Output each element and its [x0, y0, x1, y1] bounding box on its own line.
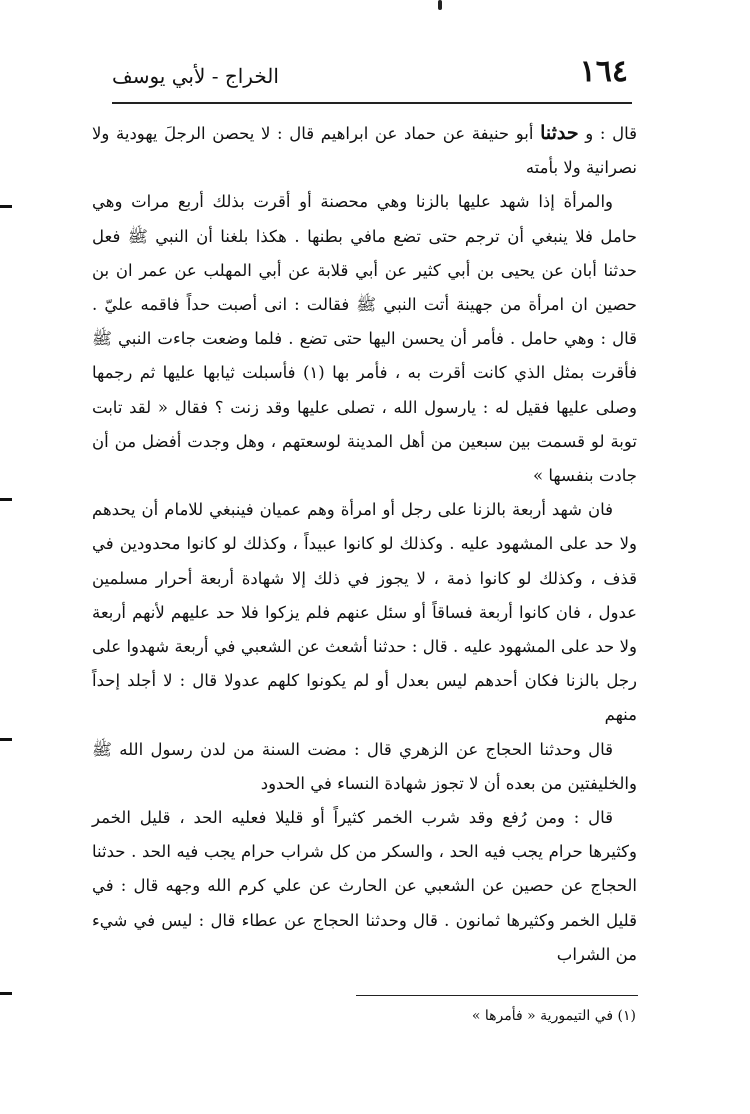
margin-mark	[0, 205, 12, 208]
paragraph-1-rest: أبو حنيفة عن حماد عن ابراهيم قال : لا يحصن الرجلَ يهودية ولا نصرانية ولا بأمته	[92, 124, 637, 178]
margin-mark	[0, 992, 12, 995]
paragraph-3: فان شهد أربعة بالزنا على رجل أو امرأة وهم عميان فينبغي للامام أن يحدهم ولا حد على المشهود عليه . وكذلك لو كانوا عبيداً ، وكذلك لو كانوا محدودين في قذف ، وكذلك لو كانوا ذمة ، لا يجوز في ذلك إلا شهادة أربعة أحرار مسلمين عدول ، فان كانوا أربعة فساقاً أو سئل عنهم فلم يزكوا فلا حد عليهم لأنهم أربعة ولا حد على المشهود عليه . قال : حدثنا أشعث عن الشعبي في أربعة شهدوا على رجل بالزنا فكان أحدهم ليس بعدل أو لم يكونوا كلهم عدولا قال : لا أجلد إحداً منهم	[92, 500, 637, 725]
running-title: الخراج - لأبي يوسف	[112, 64, 279, 88]
page-number: ١٦٤	[579, 54, 628, 89]
paragraph-1-lead: قال : و	[578, 124, 637, 143]
main-text	[92, 116, 637, 972]
page-header	[112, 54, 628, 102]
paragraph-4: قال وحدثنا الحجاج عن الزهري قال : مضت السنة من لدن رسول الله ﷺ والخليفتين من بعده أن لا تجوز شهادة النساء في الحدود	[92, 739, 637, 793]
paragraph-2: والمرأة إذا شهد عليها بالزنا وهي محصنة أو أقرت بذلك أربع مرات وهي حامل فلا ينبغي أن ترجم حتى تضع مافي بطنها . هكذا بلغنا أن النبي ﷺ فعل حدثنا أبان عن يحيى بن أبي كثير عن أبي قلابة عن أبي المهلب عن عمر ان بن حصين ان امرأة من جهينة أتت النبي ﷺ فقالت : انى أصبت حداً فاقمه عليّ . قال : وهي حامل . فأمر أن يحسن اليها حتى تضع . فلما وضعت جاءت النبي ﷺ فأقرت بمثل الذي كانت أقرت به ، فأمر بها (١) فأسبلت ثيابها عليها ثم رجمها وصلى عليها فقيل له : يارسول الله ، تصلى عليها وقد زنت ؟ فقال « لقد تابت توبة لو قسمت بين سبعين من أهل المدينة لوسعتهم ، وهل وجدت أفضل من أن جادت بنفسها »	[92, 192, 637, 486]
margin-mark	[0, 738, 12, 741]
hadith-bold-word: حدثنا	[540, 122, 579, 144]
footnote: (١) في التيمورية « فأمرها »	[471, 1008, 636, 1024]
footnote-rule	[356, 995, 638, 996]
margin-mark	[0, 498, 12, 501]
header-rule	[112, 102, 632, 104]
paragraph-5: قال : ومن رُفع وقد شرب الخمر كثيراً أو قليلا فعليه الحد ، قليل الخمر وكثيرها حرام يجب فيه الحد ، والسكر من كل شراب حرام يجب فيه الحد . حدثنا الحجاج عن حصين عن الشعبي عن الحارث عن علي كرم الله وجهه قال : في قليل الخمر وكثيرها ثمانون . قال وحدثنا الحجاج عن عطاء قال : ليس في شيء من الشراب	[92, 808, 637, 964]
paragraph-1	[92, 116, 637, 185]
top-ink-mark	[438, 0, 442, 10]
